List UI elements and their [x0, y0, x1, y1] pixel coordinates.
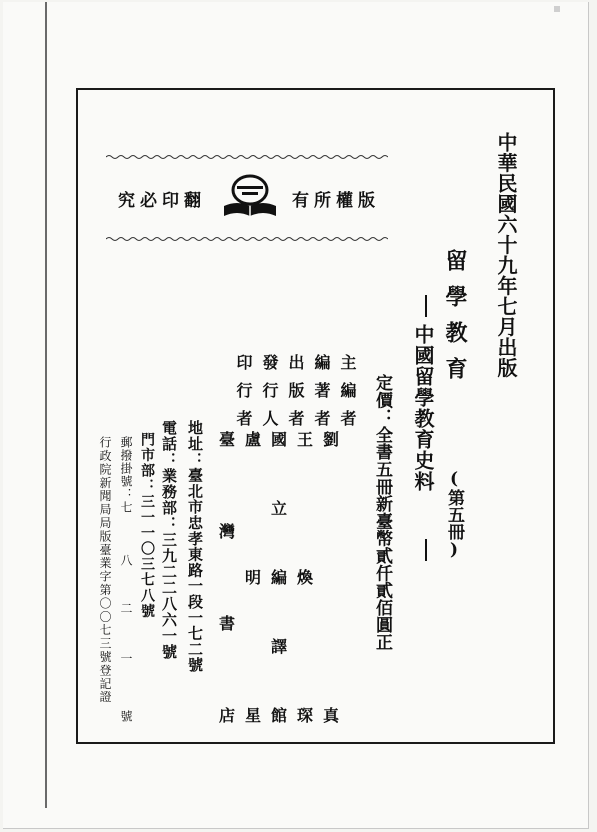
credit-role-author: 編著者 [312, 354, 331, 438]
book-title: 留學教育 [442, 249, 468, 393]
gio-registration: 行政院新聞局局版臺業字第〇〇七三號登記證 [98, 436, 112, 704]
credit-name-char: 明 [245, 568, 262, 587]
wavy-rule [106, 236, 388, 242]
dash-divider [425, 295, 427, 317]
wavy-rule [106, 154, 388, 160]
credit-name-char: 煥 [297, 568, 314, 587]
postal-registration-digit: 一 [119, 652, 133, 664]
credit-role-printer: 印行者 [234, 354, 253, 438]
copyright-text-left: 究必印翻 [118, 191, 206, 211]
series-block [413, 295, 439, 563]
credit-name-char: 店 [219, 706, 236, 725]
volume-number: (第五冊) [444, 469, 464, 560]
credit-name-char: 星 [245, 706, 262, 725]
document-page [3, 2, 589, 829]
credit-name-char: 譯 [271, 637, 288, 656]
publication-date: 中華民國六十九年七月出版 [494, 132, 518, 378]
postal-registration-suffix: 號 [119, 710, 133, 722]
credit-name-char: 琛 [297, 706, 314, 725]
copyright-banner [106, 152, 388, 244]
credit-name-char: 編 [271, 568, 288, 587]
book-emblem-icon [220, 172, 280, 222]
price-text: 定價：全書五冊新臺幣貳仟貳佰圓正 [372, 374, 392, 651]
credit-name-char: 臺 [219, 430, 236, 449]
credit-name-char: 劉 [323, 430, 340, 449]
credit-role-issuer: 發行人 [260, 354, 279, 438]
credit-role-publisher: 出版者 [286, 354, 305, 438]
credit-name-char: 真 [323, 706, 340, 725]
scan-mark [554, 6, 560, 12]
postal-registration-digit: 二 [119, 602, 133, 614]
phone-business: 電話：業務部：三九二二八六一號 [160, 420, 178, 660]
copyright-text-right: 有所權版 [292, 191, 380, 211]
binding-line [45, 2, 47, 808]
phone-retail: 門市部：三一一〇三七八號 [139, 432, 155, 620]
credit-name-char: 灣 [219, 522, 236, 541]
dash-divider [425, 539, 427, 561]
address-line: 地址：臺北市忠孝東路一段一七二號 [186, 420, 204, 673]
postal-registration: 郵撥掛號：七 [119, 436, 133, 514]
credit-name-char: 館 [271, 706, 288, 725]
credit-name-char: 國 [271, 430, 288, 449]
credit-name-char: 立 [271, 499, 288, 518]
credit-role-chief-editor: 主編者 [338, 354, 357, 438]
credit-name-char: 書 [219, 614, 236, 633]
series-title: 中國留學教育史料 [411, 324, 435, 492]
credit-name-char: 盧 [245, 430, 262, 449]
credit-name-char: 王 [297, 430, 314, 449]
postal-registration-digit: 八 [119, 554, 133, 566]
